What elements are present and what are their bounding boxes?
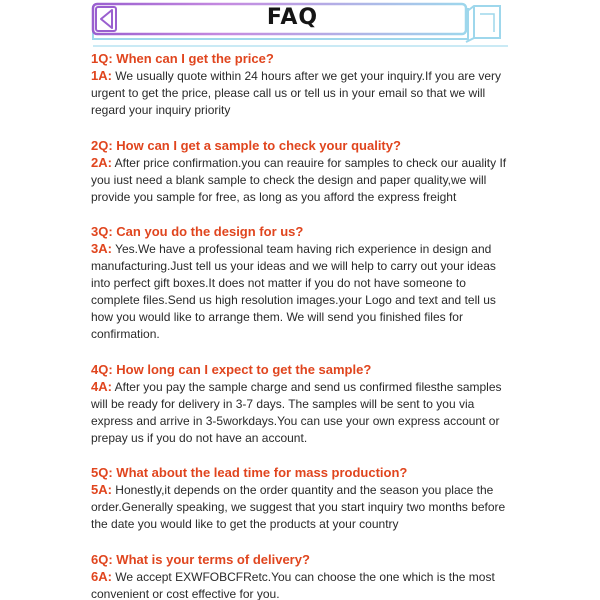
faq-question [91,361,516,378]
faq-question [91,223,516,240]
answer-text: We usually quote within 24 hours after we get your inquiry.If you are very urgent to get the price, please call us or tell us in your email so that we will regard your inquiry priority [91,69,502,117]
answer-number: 3A: [91,241,112,256]
question-number: 5Q: [91,465,113,480]
answer-number: 6A: [91,568,112,584]
faq-item [91,137,516,206]
answer-text: After price confirmation.you can reauire for samples to check our auality If you iust need a blank sample to check the design and paper quality,we will provide you sample for free, as long as you afford the express freight [91,155,507,204]
question-text: How can I get a sample to check your quality? [116,137,401,153]
question-number: 4Q: [91,361,113,377]
question-number: 1Q: [91,51,113,66]
faq-item [91,551,516,600]
question-text: What about the lead time for mass production? [116,465,408,480]
faq-question [91,137,516,154]
faq-answer [91,240,516,343]
page-title: FAQ [266,5,319,30]
faq-item [91,361,516,447]
faq-answer [91,481,516,533]
faq-question [91,50,516,67]
answer-text: Honestly,it depends on the order quantity and the season you place the order.Generally speaking, we suggest that you start inquiry two months before the date you would like to get the products at your country [91,483,506,531]
faq-answer [91,378,516,447]
question-text: How long can I expect to get the sample? [116,361,372,377]
answer-number: 5A: [91,482,112,497]
faq-banner [0,0,600,52]
faq-question [91,464,516,481]
question-number: 6Q: [91,551,113,567]
answer-text: After you pay the sample charge and send us confirmed filesthe samples will be ready for delivery in 3-7 days. The samples will be sent to you via express and arrive in 3-5workdays.You can use your own express account or prepay us if you do not have an account. [91,379,502,445]
faq-item [91,464,516,533]
answer-text: Yes.We have a professional team having rich experience in design and manufacturing.Just tell us your ideas and we will help to carry out your ideas into perfect gift boxes.It does not matter if you do not have someone to complete files.Send us high resolution images.your Logo and text and tell us how you would like to arrange them. We will send you finished files for confirmation. [91,242,496,341]
answer-text: We accept EXWFOBCFRetc.You can choose the one which is the most convenient or cost effective for you. [91,569,495,600]
faq-item [91,50,516,119]
question-text: When can I get the price? [116,51,274,66]
question-text: Can you do the design for us? [116,224,304,239]
question-number: 2Q: [91,137,113,153]
faq-question [91,551,516,568]
question-number: 3Q: [91,224,113,239]
answer-number: 1A: [91,68,112,83]
faq-list [91,50,516,600]
faq-answer [91,67,516,119]
question-text: What is your terms of delivery? [116,551,310,567]
faq-answer [91,154,516,206]
faq-answer [91,568,516,600]
answer-number: 2A: [91,154,112,170]
faq-item [91,223,516,343]
answer-number: 4A: [91,378,112,394]
